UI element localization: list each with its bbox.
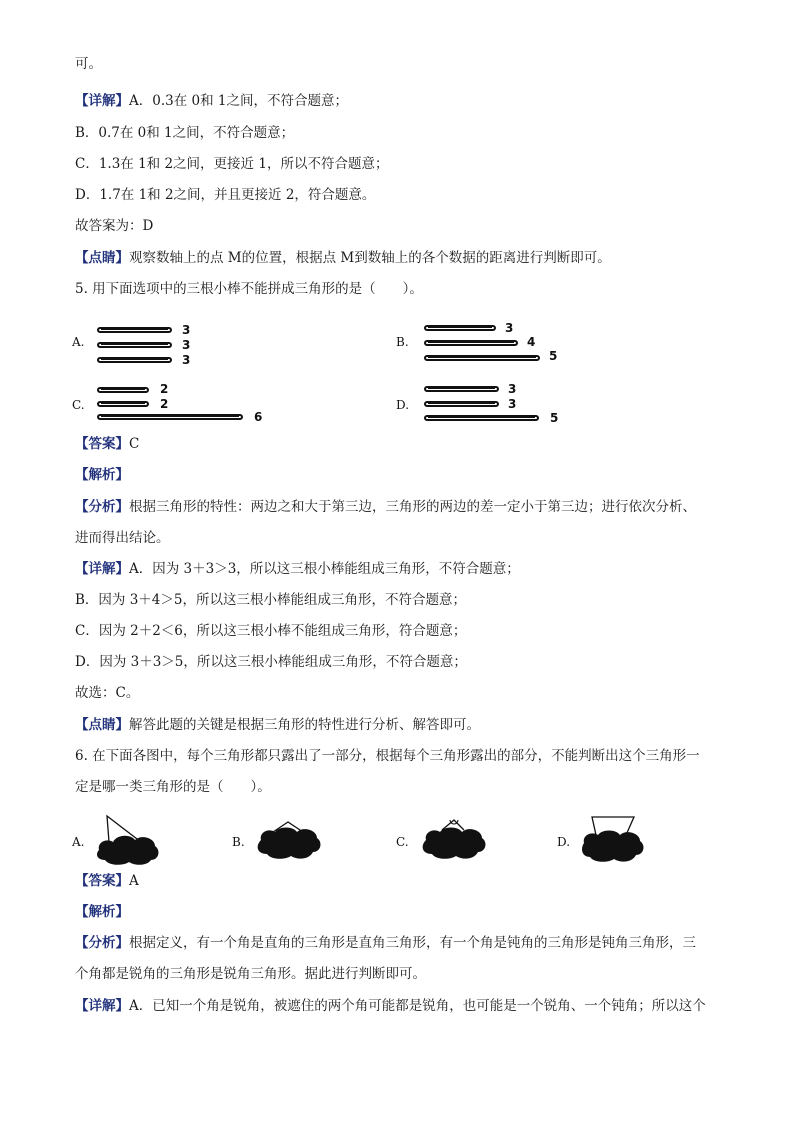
line-text: 6. 在下面各图中，每个三角形都只露出了一部分，根据每个三角形露出的部分，不能判断出这个三角形一 — [75, 748, 700, 764]
section-tag: 【答案】 — [75, 436, 129, 452]
line-text: 个角都是锐角的三角形是锐角三角形。据此进行判断即可。 — [75, 966, 426, 982]
stick-length: 3 — [505, 321, 514, 335]
stick-length: 5 — [549, 349, 558, 363]
line-text: 解答此题的关键是根据三角形的特性进行分析、解答即可。 — [129, 717, 480, 733]
line-text: 故选：C。 — [75, 685, 140, 701]
line-text: D．1.7在 1和 2之间，并且更接近 2，符合题意。 — [75, 187, 376, 203]
option-label: D. — [396, 398, 410, 412]
stick-length: 3 — [508, 397, 517, 411]
text-line — [75, 747, 700, 765]
stick-length: 3 — [182, 353, 191, 367]
text-line — [75, 92, 348, 110]
section-tag: 【分析】 — [75, 935, 129, 951]
text-line — [75, 155, 388, 173]
stick — [97, 414, 243, 420]
q6-figure-c — [420, 814, 490, 864]
text-line — [75, 498, 696, 516]
stick-length: 3 — [182, 323, 191, 337]
stick — [424, 401, 499, 407]
stick — [97, 357, 172, 363]
text-line — [75, 934, 696, 952]
q6-figure-d — [580, 813, 646, 869]
text-line — [75, 529, 170, 547]
text-line — [75, 435, 139, 453]
line-text: 进而得出结论。 — [75, 530, 170, 546]
text-line — [75, 965, 426, 983]
text-line — [75, 560, 520, 578]
text-line — [75, 466, 129, 484]
section-tag: 【解析】 — [75, 467, 129, 483]
stick — [424, 325, 496, 331]
section-tag: 【点睛】 — [75, 250, 129, 266]
text-line — [75, 280, 423, 298]
line-text: B．0.7在 0和 1之间，不符合题意； — [75, 125, 295, 141]
text-line — [75, 997, 706, 1015]
line-text: C — [129, 436, 140, 452]
stick — [424, 386, 499, 392]
q6-option-d-label: D. — [557, 835, 571, 849]
q6-option-b-label: B. — [232, 835, 245, 849]
stick-length: 5 — [550, 411, 559, 425]
text-line — [75, 217, 153, 235]
stick — [97, 342, 172, 348]
q6-option-c-label: C. — [396, 835, 409, 849]
stick — [97, 401, 149, 407]
line-text: 根据三角形的特性：两边之和大于第三边，三角形的两边的差一定小于第三边；进行依次分析、 — [129, 499, 696, 515]
text-line — [75, 124, 294, 142]
text-line — [75, 903, 129, 921]
text-line — [75, 591, 466, 609]
line-text: 故答案为：D — [75, 218, 154, 234]
line-text: C．1.3在 1和 2之间，更接近 1，所以不符合题意； — [75, 156, 389, 172]
text-line — [75, 872, 139, 890]
line-text: 可。 — [75, 56, 102, 72]
text-line — [75, 653, 467, 671]
text-line — [75, 55, 102, 73]
stick-length: 2 — [160, 397, 169, 411]
q6-figure-b — [255, 818, 325, 864]
stick-length: 2 — [160, 382, 169, 396]
line-text: A — [129, 873, 139, 889]
line-text: 观察数轴上的点 M的位置，根据点 M到数轴上的各个数据的距离进行判断即可。 — [129, 250, 611, 266]
stick-length: 3 — [182, 338, 191, 352]
line-text: C．因为 2＋2＜6，所以这三根小棒不能组成三角形，符合题意； — [75, 623, 467, 639]
stick — [424, 340, 518, 346]
line-text: A．0.3在 0和 1之间，不符合题意； — [129, 93, 348, 109]
text-line — [75, 778, 271, 796]
text-line — [75, 684, 139, 702]
option-label: A. — [72, 335, 85, 349]
section-tag: 【分析】 — [75, 499, 129, 515]
option-label: C. — [72, 398, 85, 412]
stick-length: 6 — [254, 410, 263, 424]
text-line — [75, 186, 375, 204]
option-label: B. — [396, 335, 409, 349]
text-line — [75, 622, 466, 640]
section-tag: 【点睛】 — [75, 717, 129, 733]
q6-figure-a — [95, 812, 161, 866]
stick-length: 4 — [527, 335, 536, 349]
line-text: B．因为 3＋4＞5，所以这三根小棒能组成三角形，不符合题意； — [75, 592, 466, 608]
section-tag: 【详解】 — [75, 998, 129, 1014]
text-line — [75, 249, 611, 267]
line-text: A．已知一个角是锐角，被遮住的两个角可能都是锐角，也可能是一个锐角、一个钝角；所以这个 — [129, 998, 706, 1014]
text-line — [75, 716, 480, 734]
section-tag: 【详解】 — [75, 93, 129, 109]
line-text: A．因为 3＋3＞3，所以这三根小棒能组成三角形，不符合题意； — [129, 561, 520, 577]
stick — [424, 355, 540, 361]
section-tag: 【答案】 — [75, 873, 129, 889]
stick — [97, 327, 172, 333]
line-text: 根据定义，有一个角是直角的三角形是直角三角形，有一个角是钝角的三角形是钝角三角形，三 — [129, 935, 696, 951]
section-tag: 【解析】 — [75, 904, 129, 920]
line-text: 定是哪一类三角形的是（ ）。 — [75, 779, 271, 795]
stick-length: 3 — [508, 382, 517, 396]
stick — [424, 415, 539, 421]
line-text: D．因为 3＋3＞5，所以这三根小棒能组成三角形，不符合题意； — [75, 654, 467, 670]
line-text: 5. 用下面选项中的三根小棒不能拼成三角形的是（ ）。 — [75, 281, 423, 297]
stick — [97, 387, 149, 393]
q6-option-a-label: A. — [72, 835, 85, 849]
section-tag: 【详解】 — [75, 561, 129, 577]
